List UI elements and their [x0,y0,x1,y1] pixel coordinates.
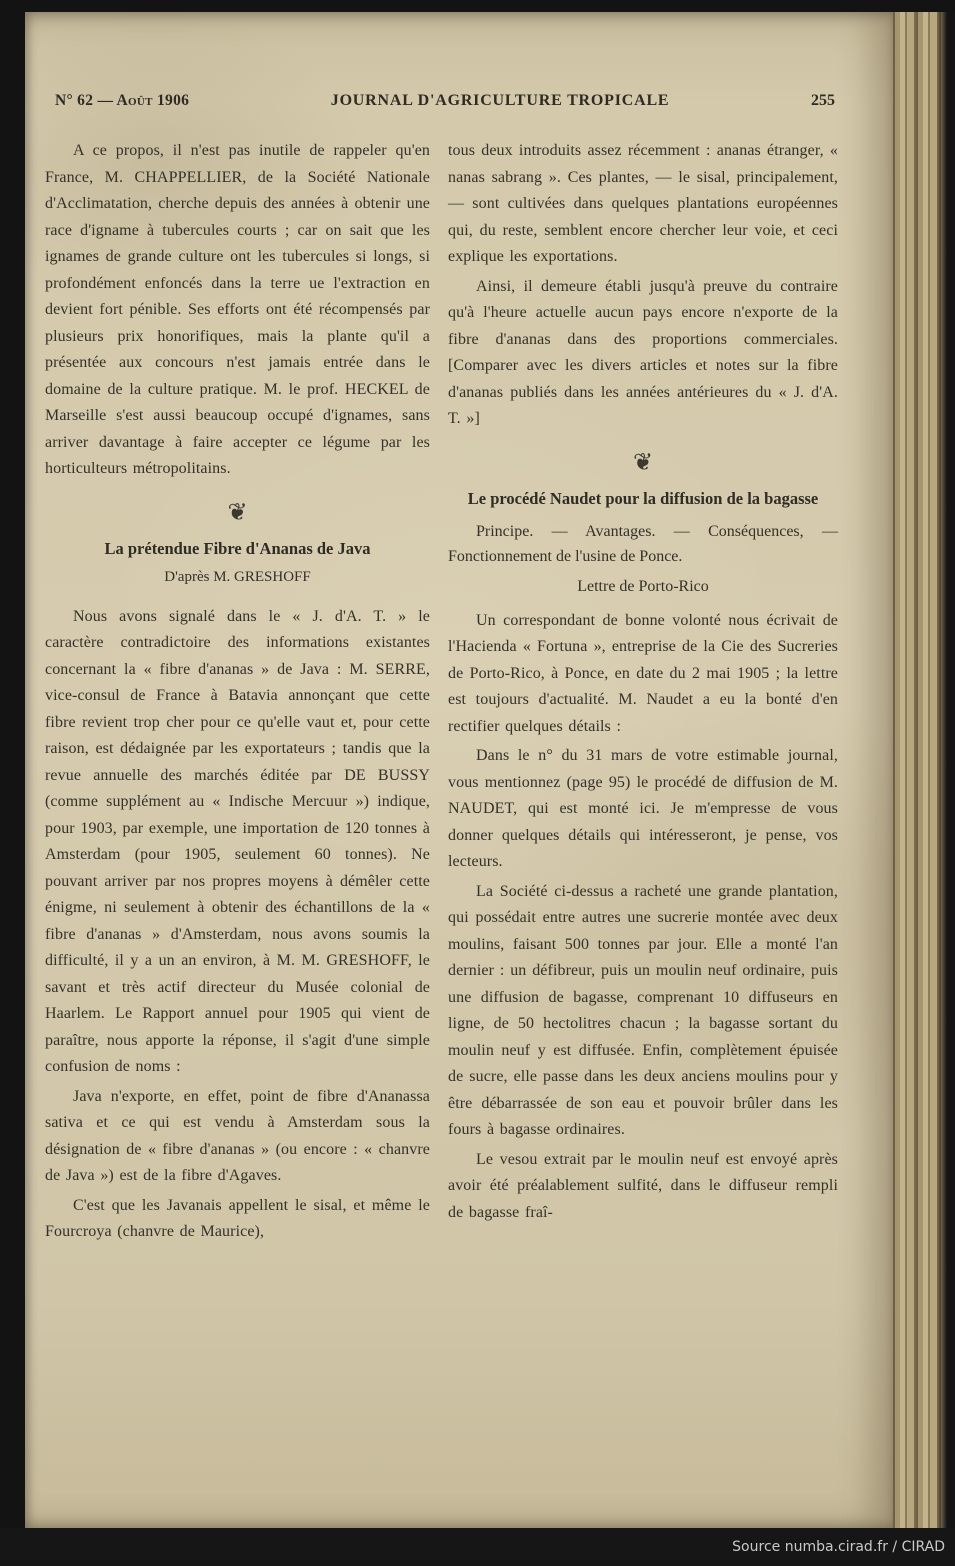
paragraph: Un correspondant de bonne volonté nous écrivait de l'Hacienda « Fortuna », entreprise de la Cie des Sucreries de Porto-Rico, à Ponce, en date du 2 mai 1905 ; la lettre est toujours d'actualité. M. Naudet a eu la bonté d'en rectifier quelques détails : [448,611,838,735]
fleuron-icon: ❦ [227,499,248,526]
journal-page [25,12,893,1528]
paragraph: Nous avons signalé dans le « J. d'A. T. » le caractère contradictoire des informations existantes concernant la « fibre d'ananas » de Java : M. SERRE, vice-consul de France à Batavia annonçant que cette fibre revient trop cher pour ce qu'elle vaut et, pour cette raison, est dédaignée par les exportateurs ; tandis que la revue annuelle des marchés éditée par DE BUSSY (comme supplément au « Indische Mercuur ») indique, pour 1903, par exemple, une importation de 120 tonnes à Amsterdam (pour 1905, seulement 60 tonnes). Ne pouvant arriver par nos propres moyens à démêler cette énigme, ni seulement à obtenir des échantillons de la « fibre d'ananas » d'Amsterdam, nous avons soumis la difficulté, il y a un an environ, à M. M. GRESHOFF, le savant et très actif directeur du Musée colonial de Haarlem. Le Rapport annuel pour 1905 qui vient de paraître, nous apporte la réponse, il s'agit d'une simple confusion de noms : [45,607,430,1075]
paragraph: Dans le n° du 31 mars de votre estimable journal, vous mentionnez (page 95) le procédé de diffusion de M. NAUDET, qui est monté ici. Je m'empresse de vous donner quelques détails qui intéresseront, je pense, vos lecteurs. [448,747,838,870]
source-attribution: Source numba.cirad.fr / CIRAD [732,1539,945,1555]
text-columns [25,110,893,1249]
letter-heading: Lettre de Porto-Rico [577,577,709,595]
page-stack-edge [893,12,955,1528]
paragraph: La Société ci-dessus a racheté une grande plantation, qui possédait entre autres une sucrerie montée avec deux moulins, faisant 500 tonnes par jour. Elle a monté l'an dernier : un défibreur, puis un moulin neuf ordinaire, puis une diffusion de bagasse, comprenant 10 diffuseurs en ligne, de 50 hectolitres chacun ; la bagasse sortant du moulin neuf y est diffusée. Enfin, complètement épuisée de sucre, elle passe dans les deux anciens moulins pour y être débarrassée de son eau et pouvoir brûler dans les fours à bagasse ordinaires. [448,882,838,1138]
page-header [25,12,893,110]
paragraph: Le vesou extrait par le moulin neuf est envoyé après avoir été préalablement sulfité, dans le diffuseur rempli de bagasse fraî- [448,1150,838,1221]
article-title-procede-naudet: Le procédé Naudet pour la diffusion de la bagasse [467,488,819,508]
paragraph: Ainsi, il demeure établi jusqu'à preuve du contraire qu'à l'heure actuelle aucun pays encore n'exporte de la fibre d'ananas dans des proportions commerciales. [Comparer avec les divers articles et notes sur la fibre d'ananas publiés dans les années antérieures du « J. d'A. T. »] [448,277,838,427]
paragraph: tous deux introduits assez récemment : ananas étranger, « nanas sabrang ». Ces plantes, — le sisal, principalement, — sont cultivées dans quelques plantations européennes qui, du reste, semblent encore chercher leur voie, et ceci explique les exportations. [448,142,838,265]
article-subtitle: Principe. — Avantages. — Conséquences, — Fonctionnement de l'usine de Ponce. [448,522,838,565]
article-title-fibre-ananas: La prétendue Fibre d'Ananas de Java [104,538,371,558]
paragraph: C'est que les Javanais appellent le sisal, et même le Fourcroya (chanvre de Maurice), [45,1196,430,1240]
paragraph: A ce propos, il n'est pas inutile de rappeler qu'en France, M. CHAPPELLIER, de la Société Nationale d'Acclimatation, cherche depuis des années à obtenir une race d'igname à tubercules courts ; car on sait que les ignames de grande culture ont les tubercules si longs, si profondément enfoncés dans la terre ue l'extraction en devient fort pénible. Ses efforts ont été récompensés par plusieurs prix honorifiques, mais la plante qu'il a présentée aux concours n'est jamais entrée dans le domaine de la culture pratique. M. le prof. HECKEL de Marseille s'est aussi beaucoup occupé d'ignames, sans arriver davantage à faire accepter ce légume par les horticulteurs métropolitains. [45,142,430,477]
scan-footer-bar [0,1528,955,1566]
paragraph: Java n'exporte, en effet, point de fibre d'Ananassa sativa et ce qui est vendu à Amsterdam sous la désignation de « fibre d'ananas » (ou encore : « chanvre de Java ») est de la fibre d'Agaves. [45,1087,430,1184]
page-number: 255 [811,92,835,109]
journal-title: JOURNAL D'AGRICULTURE TROPICALE [330,92,670,109]
fleuron-icon: ❦ [632,449,654,476]
right-column [448,138,838,1249]
article-byline: D'après M. GRESHOFF [164,568,311,585]
left-column [45,138,430,1249]
issue-number: N° 62 — Août 1906 [55,92,190,109]
